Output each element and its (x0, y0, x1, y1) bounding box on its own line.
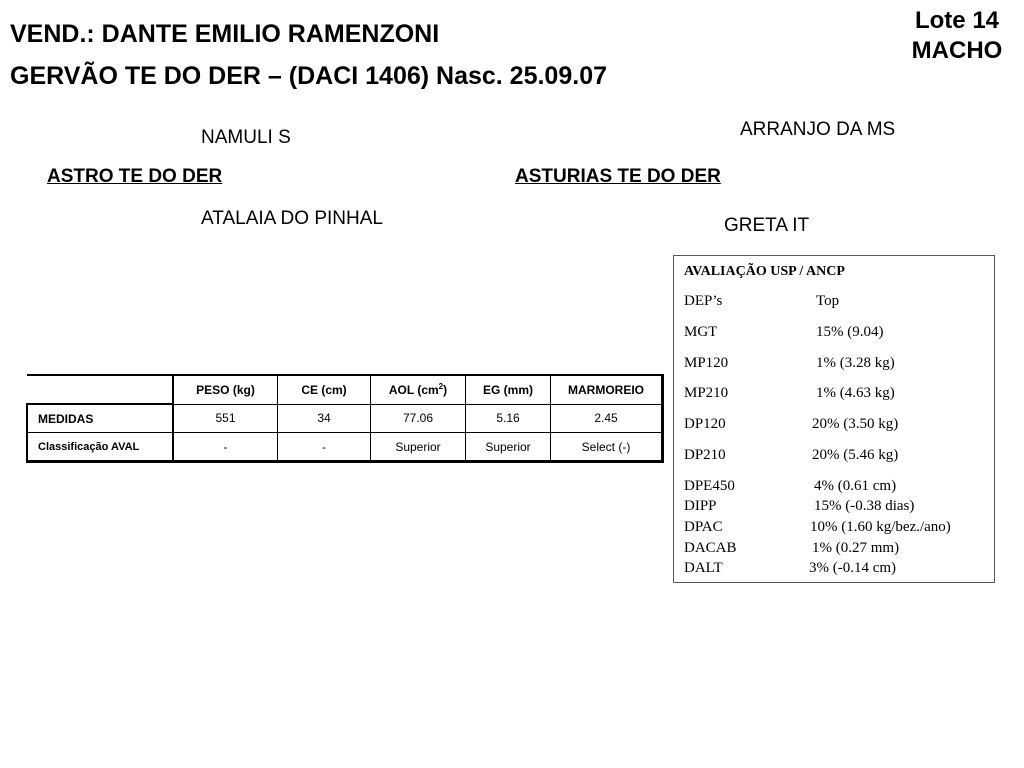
cell-aol-class: Superior (371, 433, 466, 462)
evaluation-key: DPAC (684, 519, 723, 535)
cell-peso-class: - (173, 433, 278, 462)
evaluation-row (684, 540, 899, 557)
evaluation-key: MGT (684, 324, 718, 340)
col-header-aol: AOL $(cm^2)$ (371, 375, 466, 404)
evaluation-value: 1% (4.63 kg) (816, 385, 895, 401)
evaluation-key: DALT (684, 560, 723, 576)
col-header-eg: EG (mm) (466, 375, 551, 404)
dam-sire-name: ARRANJO DA MS (740, 119, 896, 140)
row-label-classificacao: Classificação AVAL (27, 433, 173, 462)
cell-ce-class: - (278, 433, 371, 462)
lote-label: Lote 14 (914, 7, 1000, 34)
evaluation-value: 1% (0.27 mm) (812, 540, 900, 556)
animal-title: GERVÃO TE DO DER – (DACI 1406) Nasc. 25.09.07 (10, 62, 607, 90)
evaluation-value: 20% (5.46 kg) (812, 447, 899, 463)
table-row (27, 433, 663, 462)
col-header-ce: CE (cm) (278, 375, 371, 404)
evaluation-row (684, 416, 898, 433)
evaluation-key: MP120 (684, 355, 729, 371)
evaluation-row (684, 447, 898, 464)
evaluation-key: DACAB (684, 540, 737, 556)
evaluation-title: AVALIAÇÃO USP / ANCP (684, 264, 845, 279)
evaluation-row (684, 478, 896, 495)
dam-name: ASTURIAS TE DO DER (515, 166, 721, 187)
sire-name: ASTRO TE DO DER (47, 166, 223, 187)
sire-dam-name: ATALAIA DO PINHAL (201, 208, 383, 229)
evaluation-key: DP120 (684, 416, 726, 432)
col-header-peso: PESO (kg) (173, 375, 278, 404)
cell-aol: 77.06 (371, 404, 466, 433)
evaluation-value: 10% (1.60 kg/bez./ano) (810, 519, 951, 535)
cell-ce: 34 (278, 404, 371, 433)
evaluation-value: 4% (0.61 cm) (814, 478, 897, 494)
evaluation-row (684, 324, 884, 341)
cell-eg: 5.16 (466, 404, 551, 433)
evaluation-row (684, 560, 896, 577)
evaluation-key: DP210 (684, 447, 726, 463)
evaluation-key: DPE450 (684, 478, 735, 494)
evaluation-key: DEP’s (684, 293, 723, 309)
evaluation-value: 3% (-0.14 cm) (809, 560, 897, 576)
evaluation-row (684, 519, 951, 536)
evaluation-row (684, 498, 914, 515)
sex-label: MACHO (911, 37, 1003, 64)
cell-marmoreio: 2.45 (551, 404, 663, 433)
evaluation-key: DIPP (684, 498, 717, 514)
evaluation-value: Top (816, 293, 840, 309)
evaluation-row (684, 355, 895, 372)
row-label-medidas: MEDIDAS (27, 404, 173, 433)
evaluation-box (673, 255, 995, 583)
measures-header-row (27, 375, 663, 404)
cell-eg-class: Superior (466, 433, 551, 462)
lote-block (892, 6, 1022, 66)
evaluation-value: 1% (3.28 kg) (816, 355, 895, 371)
evaluation-value: 15% (9.04) (816, 324, 884, 340)
evaluation-value: 20% (3.50 kg) (812, 416, 899, 432)
measures-corner (27, 375, 173, 404)
cell-marmoreio-class: Select (-) (551, 433, 663, 462)
evaluation-key: MP210 (684, 385, 729, 401)
table-row (27, 404, 663, 433)
dam-dam-name: GRETA IT (724, 215, 810, 236)
vendor-title: VEND.: DANTE EMILIO RAMENZONI (10, 20, 440, 48)
cell-peso: 551 (173, 404, 278, 433)
evaluation-value: 15% (-0.38 dias) (814, 498, 915, 514)
measures-table (26, 374, 664, 463)
col-header-marmoreio: MARMOREIO (551, 375, 663, 404)
sire-sire-name: NAMULI S (201, 127, 291, 148)
evaluation-row (684, 293, 839, 310)
evaluation-row (684, 385, 895, 402)
